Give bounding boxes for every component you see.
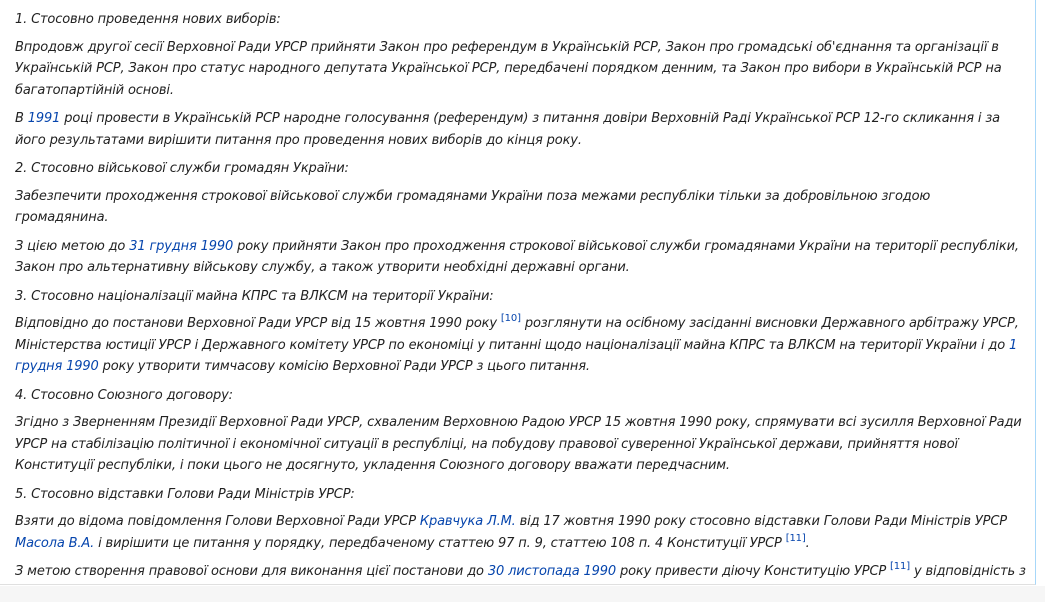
text: від 17 жовтня 1990 року стосовно відставки Голови Ради Міністрів УРСР [515, 514, 1007, 529]
text: і вирішити це питання у порядку, передбаченому статтею 97 п. 9, статтею 108 п. 4 Конституції УРСР [94, 535, 786, 551]
section-heading: 4. Стосовно Союзного договору: [15, 387, 233, 403]
reference-link-10[interactable]: [10] [500, 313, 521, 324]
text: у відповідність з [913, 564, 1026, 579]
paragraph [15, 236, 1027, 279]
reference-link-11[interactable]: [11] [890, 561, 910, 572]
link-1991[interactable]: 1991 [27, 111, 61, 126]
text: розглянути на осібному засіданні висновки Державного арбітражу УРСР, Міністерства юстиції УРСР і Державного комітету УРСР по економіці у питанні щодо націоналізації майна КПРС та ВЛКСМ на території України і до [15, 316, 1019, 353]
reference-sup [786, 533, 806, 544]
paragraph: Впродовж другої сесії Верховної Ради УРСР прийняти Закон про референдум в Українській РСР, Закон про громадські об'єднання та організації в Українській РСР, Закон про статус народного депутата Української РСР, передбачені порядком денним, та Закон про вибори в Українській РСР на багатопартійній основі. [15, 39, 1002, 98]
text: року прийняти Закон про проходження строкової військової служби громадянами України на території республіки, Закон про альтернативну військову службу, а також утворити необхідні державні органи. [15, 238, 1019, 275]
text: Відповідно до постанови Верховної Ради УРСР від 15 жовтня 1990 року [15, 316, 501, 331]
link-31-december-1990[interactable]: 31 грудня 1990 [129, 238, 234, 254]
text: року утворити тимчасову комісію Верховної Ради УРСР з цього питання. [98, 359, 590, 374]
paragraph: Згідно з Зверненням Президії Верховної Ради УРСР, схваленим Верховною Радою УРСР 15 жовтня 1990 року, спрямувати всі зусилля Верховної Ради УРСР на стабілізацію політичної і економічної ситуації в республіці, на побудову правової суверенної Української держави, прийняття нової Конституції республіки, і поки цього не досягнуто, укладення Союзного договору вважати передчасним. [15, 415, 1022, 473]
paragraph [15, 511, 1027, 554]
link-30-november-1990[interactable]: 30 листопада 1990 [487, 564, 617, 579]
reference-sup [890, 561, 910, 572]
link-masol[interactable]: Масола В.А. [15, 535, 95, 551]
link-1-december-1990[interactable]: 1 грудня 1990 [15, 337, 1018, 374]
link-kravchuk[interactable]: Кравчука Л.М. [419, 514, 516, 529]
text: З метою створення правової основи для виконання цієї постанови до [15, 564, 488, 579]
reference-link-11[interactable]: [11] [785, 532, 806, 544]
text: році провести в Українській РСР народне голосування (референдум) з питання довіри Верховній Раді Української РСР 12-го скликання і за його результатами вирішити питання про проведення нових виборів до кінця року. [15, 111, 1000, 148]
text: Взяти до відома повідомлення Голови Верховної Ради УРСР [15, 514, 420, 529]
section-heading: 3. Стосовно націоналізації майна КПРС та ВЛКСМ на території України: [15, 288, 494, 304]
page-footer-strip [0, 586, 1045, 602]
section-heading: 2. Стосовно військової служби громадян України: [15, 161, 349, 176]
text: року привести діючу Конституцію УРСР [616, 564, 891, 579]
text: З цією метою до [15, 238, 130, 254]
section-heading: 5. Стосовно відставки Голови Ради Міністрів УРСР: [15, 486, 355, 502]
text: В [15, 111, 28, 126]
text: . [805, 535, 810, 551]
section-heading: 1. Стосовно проведення нових виборів: [15, 12, 281, 27]
reference-sup [501, 313, 521, 324]
paragraph: Забезпечити проходження строкової військової служби громадянами України поза межами республіки тільки за добровільною згодою громадянина. [15, 188, 931, 225]
paragraph [15, 313, 1027, 378]
paragraph [15, 108, 1027, 151]
